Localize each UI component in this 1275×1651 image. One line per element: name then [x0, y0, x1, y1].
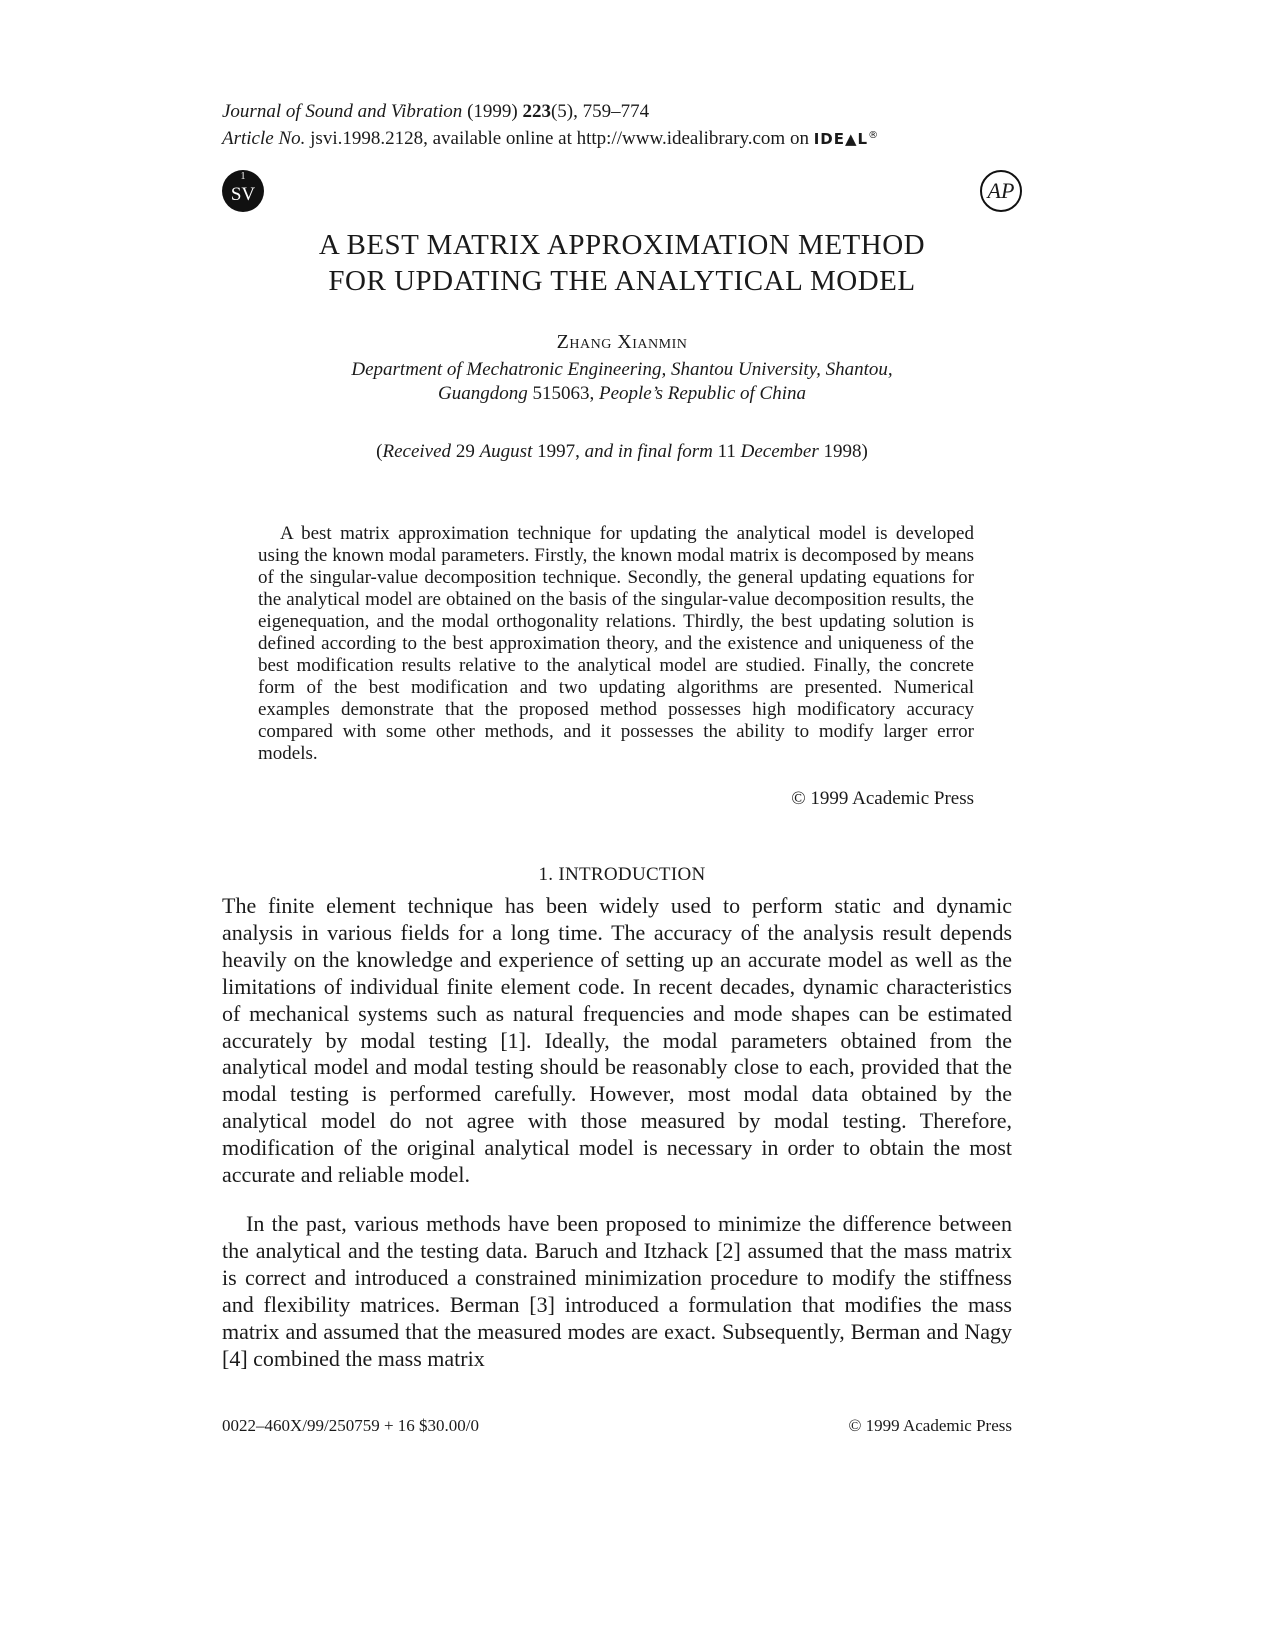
- ideal-logo: IDE▲L®: [813, 130, 880, 148]
- affiliation: [222, 358, 1022, 406]
- footer-code: 0022–460X/99/250759 + 16 $30.00/0: [222, 1416, 480, 1435]
- received-dates: (Received 29 August 1997, and in final form 11 December 1998): [376, 441, 868, 462]
- journal-volume: 223: [522, 101, 551, 122]
- body-paragraph-2: In the past, various methods have been proposed to minimize the difference between the analytical and the testing data. Baruch and Itzhack [2] assumed that the mass matrix is correct and introduced a constrained minimization procedure to modify the stiffness and flexibility matrices. Berman [3] introduced a formulation that modifies the mass matrix and assumed that the measured modes are exact. Subsequently, Berman and Nagy [4] combined the mass matrix: [222, 1211, 1012, 1371]
- journal-header: [222, 100, 1022, 151]
- article-info: [222, 124, 1022, 151]
- abstract: A best matrix approximation technique for updating the analytical model is developed using the known modal parameters. Firstly, the known modal matrix is decomposed by means of the singular-value decomposition technique. Secondly, the general updating equations for the analytical model are obtained on the basis of the singular-value decomposition results, the eigenequation, and the modal orthogonality relations. Thirdly, the best updating solution is defined according to the best approximation theory, and the existence and uniqueness of the best modification results relative to the analytical model are studied. Finally, the concrete form of the best modification and two updating algorithms are presented. Numerical examples demonstrate that the proposed method possesses high modificatory accuracy compared with some other methods, and it possesses the ability to modify larger error models.: [258, 523, 974, 764]
- journal-citation: [222, 100, 1022, 124]
- body-paragraph-1: The finite element technique has been widely used to perform static and dynamic analysis in various fields for a long time. The accuracy of the analysis result depends heavily on the knowledge and experience of setting up an accurate model as well as the limitations of individual finite element code. In recent decades, dynamic characteristics of mechanical systems such as natural frequencies and mode shapes can be estimated accurately by modal testing [1]. Ideally, the modal parameters obtained from the analytical model and modal testing should be reasonably close to each, provided that the modal testing is performed carefully. However, most modal data obtained by the analytical model do not agree with those measured by modal testing. Therefore, modification of the original analytical model is necessary in order to obtain the most accurate and reliable model.: [222, 893, 1012, 1188]
- sv-logo: 1 SV: [222, 170, 264, 212]
- title-line-1: A BEST MATRIX APPROXIMATION METHOD: [318, 229, 926, 261]
- article-text: jsvi.1998.2128, available online at http://www.idealibrary.com on: [310, 128, 809, 149]
- section-heading: 1. INTRODUCTION: [538, 864, 706, 885]
- title-line-2: FOR UPDATING THE ANALYTICAL MODEL: [328, 265, 916, 297]
- article-label: Article No.: [222, 128, 306, 149]
- journal-name: Journal of Sound and Vibration: [222, 101, 463, 122]
- abstract-copyright: © 1999 Academic Press: [791, 788, 974, 809]
- author-name: Zhang Xianmin: [556, 331, 688, 353]
- academic-press-logo: AP: [980, 170, 1022, 212]
- footer-copyright: © 1999 Academic Press: [848, 1416, 1012, 1435]
- affiliation-line-2: Guangdong 515063, People’s Republic of China: [437, 383, 807, 404]
- affiliation-line-1: Department of Mechatronic Engineering, Shantou University, Shantou,: [351, 359, 893, 380]
- journal-issue-pages: (5), 759–774: [550, 101, 650, 122]
- paper-title: [222, 227, 1022, 299]
- journal-year: (1999): [467, 101, 518, 122]
